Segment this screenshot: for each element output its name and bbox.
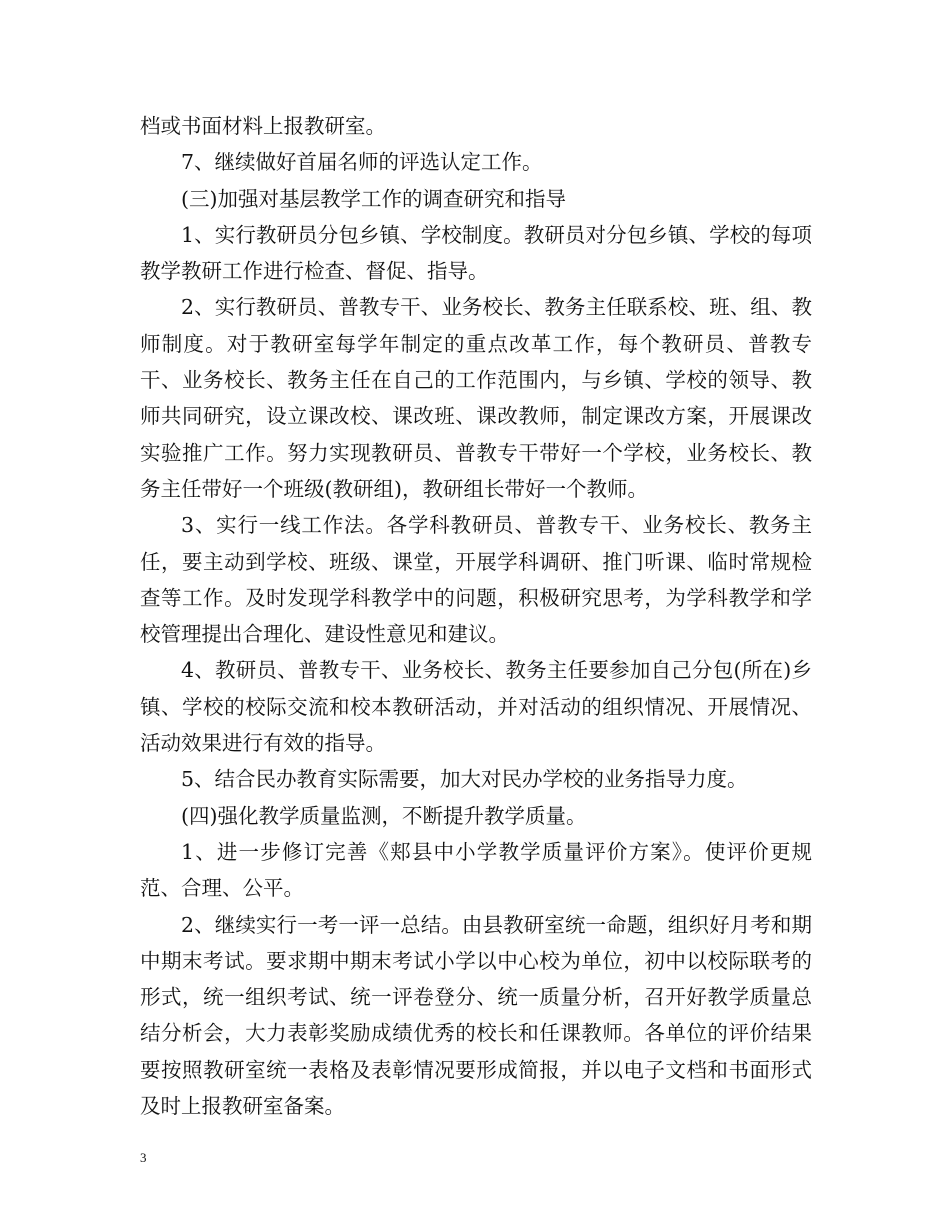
paragraph: 2、继续实行一考一评一总结。由县教研室统一命题，组织好月考和期中期末考试。要求期中期末考试小学以中心校为单位，初中以校际联考的形式，统一组织考试、统一评卷登分、统一质量分析，召开好教学质量总结分析会，大力表彰奖励成绩优秀的校长和任课教师。各单位的评价结果要按照教研室统一表格及表彰情况要形成简报，并以电子文档和书面形式及时上报教研室备案。	[140, 912, 812, 1119]
paragraph: 5、结合民办教育实际需要，加大对民办学校的业务指导力度。	[181, 767, 748, 792]
section-heading: (三)加强对基层教学工作的调查研究和指导	[181, 186, 566, 211]
page-number: 3	[140, 1150, 147, 1165]
document-body	[140, 108, 812, 1124]
paragraph: 7、继续做好首届名师的评选认定工作。	[181, 150, 543, 175]
paragraph: 2、实行教研员、普教专干、业务校长、教务主任联系校、班、组、教师制度。对于教研室每学年制定的重点改革工作，每个教研员、普教专干、业务校长、教务主任在自己的工作范围内，与乡镇、学校的领导、教师共同研究，设立课改校、课改班、课改教师，制定课改方案，开展课改实验推广工作。努力实现教研员、普教专干带好一个学校，业务校长、教务主任带好一个班级(教研组)，教研组长带好一个教师。	[140, 295, 812, 501]
paragraph: 1、进一步修订完善《郏县中小学教学质量评价方案》。使评价更规范、合理、公平。	[140, 839, 812, 901]
paragraph: 档或书面材料上报教研室。	[140, 114, 386, 138]
paragraph: 4、教研员、普教专干、业务校长、教务主任要参加自己分包(所在)乡镇、学校的校际交流和校本教研活动，并对活动的组织情况、开展情况、活动效果进行有效的指导。	[140, 658, 812, 756]
section-heading: (四)强化教学质量监测，不断提升教学质量。	[181, 803, 587, 828]
paragraph: 3、实行一线工作法。各学科教研员、普教专干、业务校长、教务主任，要主动到学校、班级、课堂，开展学科调研、推门听课、临时常规检查等工作。及时发现学科教学中的问题，积极研究思考，为学科教学和学校管理提出合理化、建设性意见和建议。	[140, 513, 812, 647]
paragraph: 1、实行教研员分包乡镇、学校制度。教研员对分包乡镇、学校的每项教学教研工作进行检查、督促、指导。	[140, 222, 812, 284]
